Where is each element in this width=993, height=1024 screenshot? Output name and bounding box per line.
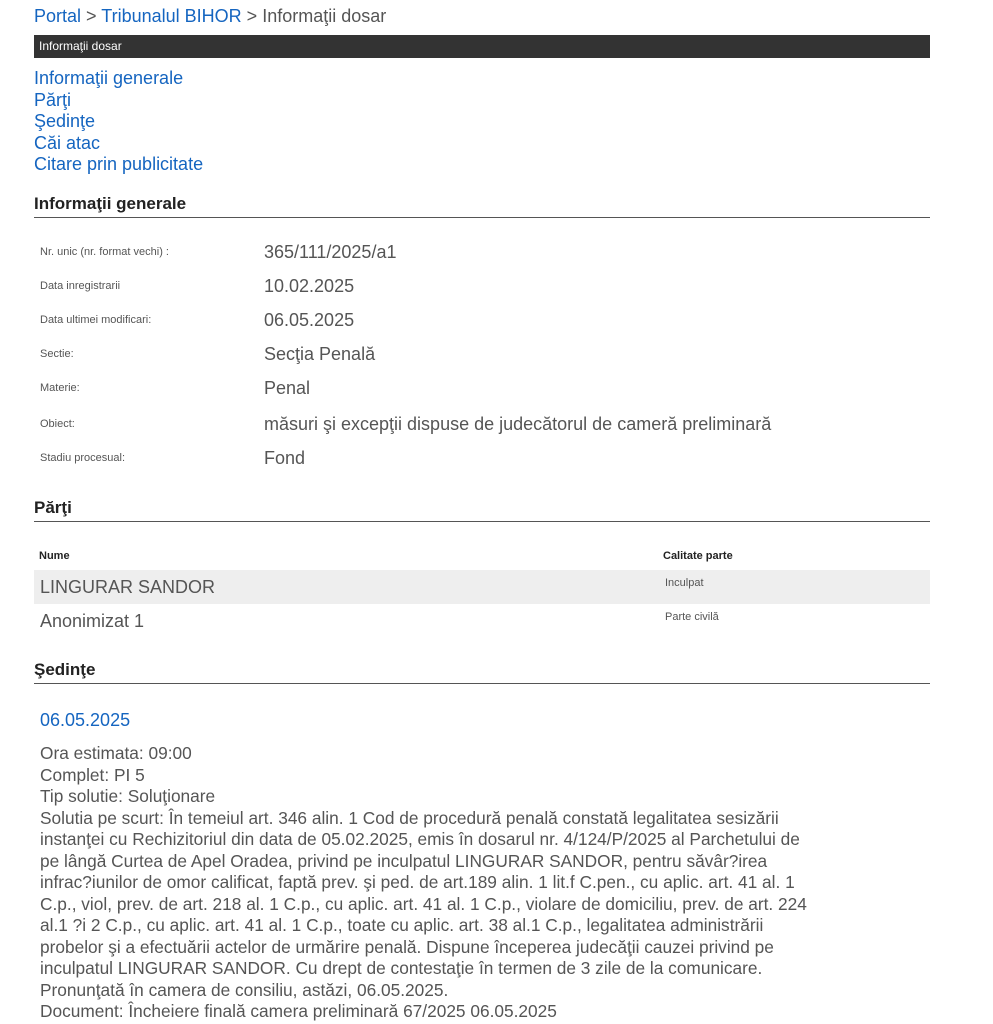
info-value: 06.05.2025 (264, 310, 355, 330)
session-date-link[interactable]: 06.05.2025 (40, 710, 131, 730)
party-name: LINGURAR SANDOR (40, 577, 216, 597)
info-row (40, 448, 930, 486)
session-line: inculpatul LINGURAR SANDOR. Cu drept de contestaţie în termen de 3 zile de la comunicare. (40, 958, 763, 978)
info-row (40, 310, 930, 348)
toc-link-sedinte[interactable]: Şedinţe (34, 111, 96, 131)
info-label: Data ultimei modificari: (40, 314, 152, 326)
breadcrumb (34, 5, 386, 27)
info-value: Penal (264, 378, 311, 398)
info-label: Materie: (40, 382, 80, 394)
toc-link-citare-prin-publicitate[interactable]: Citare prin publicitate (34, 154, 204, 174)
table-row (34, 570, 930, 604)
breadcrumb-separator: > (246, 6, 258, 26)
session-line: Tip solutie: Soluţionare (40, 786, 216, 806)
session-line: al.1 ?i 2 C.p., cu aplic. art. 41 al. 1 C.p., toate cu aplic. art. 38 al.1 C.p., legalitatea administrării (40, 915, 764, 935)
session-line: Complet: PI 5 (40, 764, 145, 785)
session-line: C.p., viol, prev. de art. 218 al. 1 C.p., cu aplic. art. 41 al. 1 C.p., violare de domiciliu, prev. de art. 224 (40, 893, 807, 914)
info-row (40, 276, 930, 314)
info-value: 365/111/2025/a1 (264, 242, 397, 262)
breadcrumb-separator: > (86, 6, 97, 26)
info-value: Fond (264, 448, 306, 468)
session-line: instanţei cu Rechizitoriul din data de 05.02.2025, emis în dosarul nr. 4/124/P/2025 al Parchetului de (40, 829, 800, 849)
info-row (40, 344, 930, 382)
info-value: 10.02.2025 (264, 276, 355, 296)
session-line: pe lângă Curtea de Apel Oradea, privind pe inculpatul LINGURAR SANDOR, pentru săvâr?irea (40, 850, 768, 871)
info-row (40, 378, 930, 416)
info-label: Nr. unic (nr. format vechi) : (40, 246, 169, 258)
breadcrumb-court-link[interactable]: Tribunalul BIHOR (101, 6, 242, 26)
session-details (40, 743, 920, 1023)
info-label: Stadiu procesual: (40, 452, 125, 464)
info-value: Secţia Penală (264, 344, 376, 364)
party-role: Inculpat (665, 577, 704, 589)
party-role: Parte civilă (665, 611, 719, 623)
session-line: Pronunţată în camera de consiliu, astăzi, 06.05.2025. (40, 979, 449, 1000)
section-header-bar: Informaţii dosar (34, 35, 930, 58)
toc-link-cai-atac[interactable]: Căi atac (34, 132, 101, 153)
party-name: Anonimizat 1 (40, 611, 145, 631)
info-row (40, 242, 930, 280)
parti-table-header (34, 546, 930, 568)
section-title-sedinte: Şedinţe (34, 659, 930, 684)
session-line: Document: Încheiere finală camera preliminară 67/2025 06.05.2025 (40, 1001, 557, 1021)
info-label: Obiect: (40, 418, 75, 430)
column-header-calitate: Calitate parte (663, 550, 733, 562)
column-header-nume: Nume (39, 550, 70, 562)
info-value: măsuri şi excepţii dispuse de judecătorul de cameră preliminară (264, 414, 772, 434)
session-line: infrac?iunilor de omor calificat, faptă prev. şi ped. de art.189 alin. 1 lit.f C.pen., cu aplic. art. 41 al. 1 (40, 872, 795, 892)
table-row (34, 604, 930, 638)
session-line: probelor şi a efectuării actelor de urmărire penală. Dispune începerea judecăţii cauzei privind pe (40, 936, 774, 957)
breadcrumb-portal-link[interactable]: Portal (34, 6, 82, 26)
section-title-informatii-generale: Informaţii generale (34, 193, 930, 218)
session-line: Solutia pe scurt: În temeiul art. 346 alin. 1 Cod de procedură penală constată legalitatea sesizării (40, 807, 779, 828)
section-title-parti: Părţi (34, 497, 930, 522)
session-line: Ora estimata: 09:00 (40, 743, 192, 763)
info-label: Sectie: (40, 348, 74, 360)
toc-link-informatii-generale[interactable]: Informaţii generale (34, 68, 184, 88)
breadcrumb-current: Informaţii dosar (262, 6, 387, 26)
info-label: Data inregistrarii (40, 280, 121, 292)
toc-link-parti[interactable]: Părţi (34, 89, 72, 110)
table-of-contents (34, 68, 203, 176)
info-row (40, 414, 930, 452)
